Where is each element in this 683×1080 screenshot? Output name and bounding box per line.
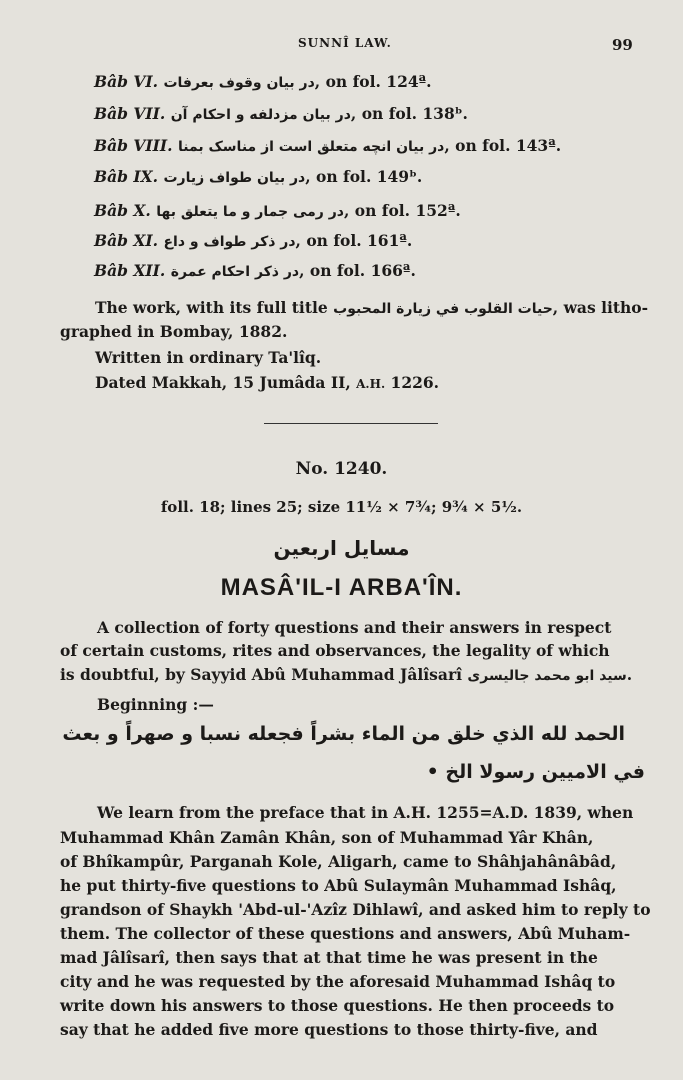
bab-label: Bâb VIII.	[94, 136, 173, 155]
work-title-line: The work, with its full title حيات القلوب في زيارة المحبوب, was litho-	[95, 298, 649, 317]
author-arabic: سید ابو محمد جالیسری	[467, 668, 627, 684]
bab-line	[94, 261, 416, 280]
bab-label: Bâb VI.	[94, 72, 159, 91]
para-line: of Bhîkampûr, Parganah Kole, Aligarh, came to Shâhjahânâbâd,	[60, 852, 617, 871]
bab-label: Bâb XII.	[94, 261, 166, 280]
section-divider	[264, 423, 438, 424]
bab-line	[94, 72, 432, 91]
bab-line	[94, 231, 412, 250]
bab-label: Bâb IX.	[94, 167, 159, 186]
entry-arabic-title: مسايل اربعين	[273, 536, 410, 560]
work-litho-line: graphed in Bombay, 1882.	[60, 322, 288, 341]
para-line: he put thirty-five questions to Abû Sulaymân Muhammad Ishâq,	[60, 876, 617, 895]
para-line: say that he added five more questions to those thirty-five, and	[60, 1020, 598, 1039]
entry-title: MASÂ'IL-I ARBA'ÎN.	[220, 574, 463, 601]
bab-arabic: در بیان مزدلفه و احکام آن	[170, 107, 351, 123]
beginning-arabic-line: في الاميين رسولا الخ •	[426, 761, 645, 783]
bab-line	[94, 167, 422, 186]
desc-line: A collection of forty questions and their answers in respect	[97, 618, 612, 637]
desc-line: of certain customs, rites and observances, the legality of which	[60, 641, 610, 660]
bab-folio: , on fol. 138ᵇ.	[350, 104, 468, 123]
para-line: city and he was requested by the aforesaid Muhammad Ishâq to	[60, 972, 616, 991]
bab-label: Bâb XI.	[94, 231, 159, 250]
bab-arabic: در رمی جمار و ما یتعلق بها	[156, 204, 344, 220]
bab-line	[94, 104, 468, 123]
para-line: write down his answers to those questions. He then proceeds to	[60, 996, 615, 1015]
bab-arabic: در بیان طواف زیارت	[163, 170, 306, 186]
bab-folio: , on fol. 149ᵇ.	[305, 167, 423, 186]
bab-folio: , on fol. 166ª.	[299, 261, 416, 280]
para-line: Muhammad Khân Zamân Khân, son of Muhammad Yâr Khân,	[60, 828, 594, 847]
bab-arabic: در بیان وقوف بعرفات	[163, 75, 315, 91]
bab-arabic: در ذکر طواف و داع	[163, 234, 296, 250]
entry-foll: foll. 18; lines 25; size 11½ × 7¾; 9¾ × 5½.	[160, 498, 523, 516]
desc-line: is doubtful, by Sayyid Abû Muhammad Jâlîsarî سید ابو محمد جالیسری.	[60, 665, 633, 684]
running-head: SUNNÎ LAW.	[298, 36, 392, 50]
dated-line: Dated Makkah, 15 Jumâda II, A.H. 1226.	[95, 373, 440, 392]
para-line: mad Jâlîsarî, then says that at that time he was present in the	[60, 948, 598, 967]
para-line: grandson of Shaykh 'Abd-ul-'Azîz Dihlawî, and asked him to reply to	[60, 900, 651, 919]
page-number: 99	[612, 36, 633, 54]
bab-folio: , on fol. 143ª.	[444, 136, 562, 155]
bab-line	[94, 201, 461, 220]
beginning-arabic-line: الحمد لله الذي خلق من الماء بشراً فجعله نسبا و صهراً و بعث	[62, 723, 625, 745]
bab-folio: , on fol. 124ª.	[314, 72, 432, 91]
entry-number: No. 1240.	[295, 459, 388, 479]
bab-line	[94, 136, 561, 155]
bab-label: Bâb VII.	[94, 104, 166, 123]
bab-arabic: در بیان انچه متعلق است از مناسک بمنا	[177, 139, 445, 155]
beginning-label: Beginning :—	[97, 695, 214, 714]
written-line: Written in ordinary Ta'lîq.	[95, 348, 322, 367]
work-arabic-title: حيات القلوب في زيارة المحبوب	[333, 301, 553, 317]
para-line: We learn from the preface that in A.H. 1255=A.D. 1839, when	[97, 803, 634, 822]
bab-folio: , on fol. 161ª.	[295, 231, 413, 250]
running-header	[0, 36, 683, 56]
bab-folio: , on fol. 152ª.	[343, 201, 461, 220]
para-line: them. The collector of these questions and answers, Abû Muham-	[60, 924, 631, 943]
bab-label: Bâb X.	[94, 201, 151, 220]
bab-arabic: در ذکر احکام عمرة	[170, 264, 300, 280]
